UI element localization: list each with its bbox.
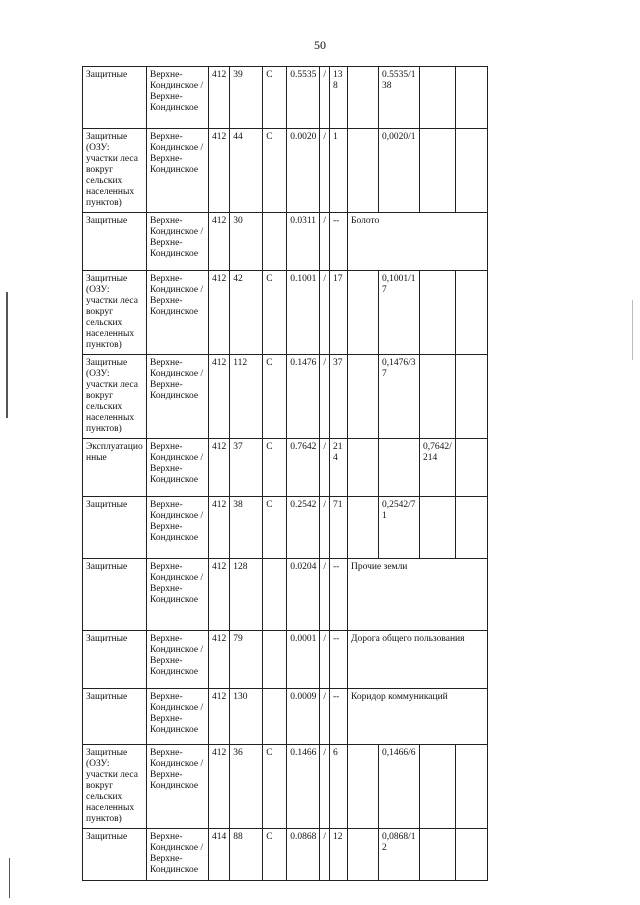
table-row: [83, 829, 488, 881]
area-cell: 0.0204: [287, 559, 320, 631]
category-cell: Защитные: [83, 67, 147, 129]
location-cell: Верхне-Кондинское / Верхне-Кондинское: [147, 497, 209, 559]
scan-mark-left: [6, 292, 8, 418]
measure-cell: [348, 129, 379, 213]
part-cell: С: [263, 439, 287, 497]
location-cell: Верхне-Кондинское / Верхне-Кондинское: [147, 631, 209, 689]
location-cell: Верхне-Кондинское / Верхне-Кондинское: [147, 213, 209, 271]
measure-cell: [420, 355, 456, 439]
category-cell: Защитные (ОЗУ: участки леса вокруг сельских населенных пунктов): [83, 355, 147, 439]
number-cell: 71: [330, 497, 348, 559]
separator-cell: /: [320, 631, 330, 689]
measure-cell: [348, 271, 379, 355]
number-cell: 1: [330, 129, 348, 213]
area-cell: 0.2542: [287, 497, 320, 559]
measure-cell: [420, 129, 456, 213]
quarter-cell: 412: [209, 631, 230, 689]
part-cell: [263, 631, 287, 689]
allotment-cell: 128: [230, 559, 263, 631]
table-body: [83, 67, 488, 881]
measure-cell: [420, 271, 456, 355]
table-row: [83, 559, 488, 631]
allotment-cell: 112: [230, 355, 263, 439]
area-cell: 0.0009: [287, 689, 320, 745]
allotment-cell: 37: [230, 439, 263, 497]
number-cell: 13 8: [330, 67, 348, 129]
separator-cell: /: [320, 439, 330, 497]
area-cell: 0.0311: [287, 213, 320, 271]
table-row: [83, 213, 488, 271]
measure-cell: [348, 439, 379, 497]
part-cell: С: [263, 355, 287, 439]
land-type-cell: Коридор коммуникаций: [348, 689, 488, 745]
quarter-cell: 412: [209, 497, 230, 559]
land-type-cell: Прочие земли: [348, 559, 488, 631]
number-cell: 37: [330, 355, 348, 439]
location-cell: Верхне-Кондинское / Верхне-Кондинское: [147, 559, 209, 631]
measure-cell: [348, 497, 379, 559]
category-cell: Защитные: [83, 631, 147, 689]
part-cell: [263, 213, 287, 271]
quarter-cell: 412: [209, 745, 230, 829]
location-cell: Верхне-Кондинское / Верхне-Кондинское: [147, 355, 209, 439]
category-cell: Защитные (ОЗУ: участки леса вокруг сельских населенных пунктов): [83, 271, 147, 355]
number-cell: --: [330, 559, 348, 631]
table-row: [83, 631, 488, 689]
location-cell: Верхне-Кондинское / Верхне-Кондинское: [147, 271, 209, 355]
measure-cell: [420, 829, 456, 881]
measure-cell: [455, 829, 487, 881]
quarter-cell: 412: [209, 271, 230, 355]
quarter-cell: 412: [209, 689, 230, 745]
number-cell: 6: [330, 745, 348, 829]
location-cell: Верхне-Кондинское / Верхне-Кондинское: [147, 745, 209, 829]
allotment-cell: 42: [230, 271, 263, 355]
quarter-cell: 412: [209, 559, 230, 631]
forest-registry-table: [82, 66, 488, 881]
measure-cell: 0,1466/6: [379, 745, 420, 829]
allotment-cell: 39: [230, 67, 263, 129]
measure-cell: [420, 497, 456, 559]
allotment-cell: 30: [230, 213, 263, 271]
category-cell: Защитные (ОЗУ: участки леса вокруг сельских населенных пунктов): [83, 745, 147, 829]
table-row: [83, 271, 488, 355]
measure-cell: [455, 67, 487, 129]
table-row: [83, 497, 488, 559]
category-cell: Защитные: [83, 559, 147, 631]
measure-cell: 0,1001/1 7: [379, 271, 420, 355]
category-cell: Защитные (ОЗУ: участки леса вокруг сельских населенных пунктов): [83, 129, 147, 213]
separator-cell: /: [320, 213, 330, 271]
category-cell: Защитные: [83, 829, 147, 881]
measure-cell: [348, 829, 379, 881]
number-cell: --: [330, 631, 348, 689]
number-cell: 21 4: [330, 439, 348, 497]
measure-cell: 0,0868/1 2: [379, 829, 420, 881]
separator-cell: /: [320, 355, 330, 439]
land-type-cell: Болото: [348, 213, 488, 271]
measure-cell: [348, 745, 379, 829]
measure-cell: 0,0020/1: [379, 129, 420, 213]
measure-cell: [420, 67, 456, 129]
quarter-cell: 412: [209, 67, 230, 129]
category-cell: Защитные: [83, 497, 147, 559]
measure-cell: [455, 745, 487, 829]
measure-cell: 0,2542/7 1: [379, 497, 420, 559]
measure-cell: [455, 271, 487, 355]
measure-cell: 0,1476/3 7: [379, 355, 420, 439]
measure-cell: [348, 355, 379, 439]
table-row: [83, 689, 488, 745]
land-type-cell: Дорога общего пользования: [348, 631, 488, 689]
location-cell: Верхне-Кондинское / Верхне-Кондинское: [147, 829, 209, 881]
separator-cell: /: [320, 745, 330, 829]
separator-cell: /: [320, 689, 330, 745]
part-cell: [263, 689, 287, 745]
allotment-cell: 88: [230, 829, 263, 881]
quarter-cell: 412: [209, 355, 230, 439]
separator-cell: /: [320, 559, 330, 631]
part-cell: [263, 559, 287, 631]
area-cell: 0.0001: [287, 631, 320, 689]
area-cell: 0.0020: [287, 129, 320, 213]
measure-cell: [420, 745, 456, 829]
allotment-cell: 38: [230, 497, 263, 559]
part-cell: С: [263, 829, 287, 881]
area-cell: 0.1466: [287, 745, 320, 829]
quarter-cell: 414: [209, 829, 230, 881]
quarter-cell: 412: [209, 129, 230, 213]
part-cell: С: [263, 67, 287, 129]
table-row: [83, 67, 488, 129]
allotment-cell: 79: [230, 631, 263, 689]
location-cell: Верхне-Кондинское / Верхне-Кондинское: [147, 689, 209, 745]
page-number: 50: [314, 38, 326, 52]
measure-cell: [348, 67, 379, 129]
separator-cell: /: [320, 129, 330, 213]
part-cell: С: [263, 271, 287, 355]
measure-cell: 0,7642/ 214: [420, 439, 456, 497]
number-cell: 17: [330, 271, 348, 355]
separator-cell: /: [320, 829, 330, 881]
scan-mark-right: [632, 300, 633, 360]
allotment-cell: 36: [230, 745, 263, 829]
allotment-cell: 130: [230, 689, 263, 745]
allotment-cell: 44: [230, 129, 263, 213]
measure-cell: [455, 355, 487, 439]
part-cell: С: [263, 129, 287, 213]
area-cell: 0.1001: [287, 271, 320, 355]
separator-cell: /: [320, 271, 330, 355]
location-cell: Верхне-Кондинское / Верхне-Кондинское: [147, 129, 209, 213]
part-cell: С: [263, 745, 287, 829]
area-cell: 0.7642: [287, 439, 320, 497]
separator-cell: /: [320, 497, 330, 559]
part-cell: С: [263, 497, 287, 559]
scan-mark-bottom-left: [9, 858, 10, 898]
number-cell: --: [330, 213, 348, 271]
measure-cell: [379, 439, 420, 497]
measure-cell: [455, 129, 487, 213]
area-cell: 0.1476: [287, 355, 320, 439]
table-row: [83, 129, 488, 213]
measure-cell: [455, 439, 487, 497]
separator-cell: /: [320, 67, 330, 129]
table-row: [83, 745, 488, 829]
category-cell: Эксплуатацио нные: [83, 439, 147, 497]
area-cell: 0.0868: [287, 829, 320, 881]
area-cell: 0.5535: [287, 67, 320, 129]
table-row: [83, 439, 488, 497]
location-cell: Верхне-Кондинское / Верхне-Кондинское: [147, 67, 209, 129]
measure-cell: 0.5535/1 38: [379, 67, 420, 129]
category-cell: Защитные: [83, 689, 147, 745]
category-cell: Защитные: [83, 213, 147, 271]
measure-cell: [455, 497, 487, 559]
number-cell: 12: [330, 829, 348, 881]
quarter-cell: 412: [209, 213, 230, 271]
location-cell: Верхне-Кондинское / Верхне-Кондинское: [147, 439, 209, 497]
number-cell: --: [330, 689, 348, 745]
table-row: [83, 355, 488, 439]
quarter-cell: 412: [209, 439, 230, 497]
